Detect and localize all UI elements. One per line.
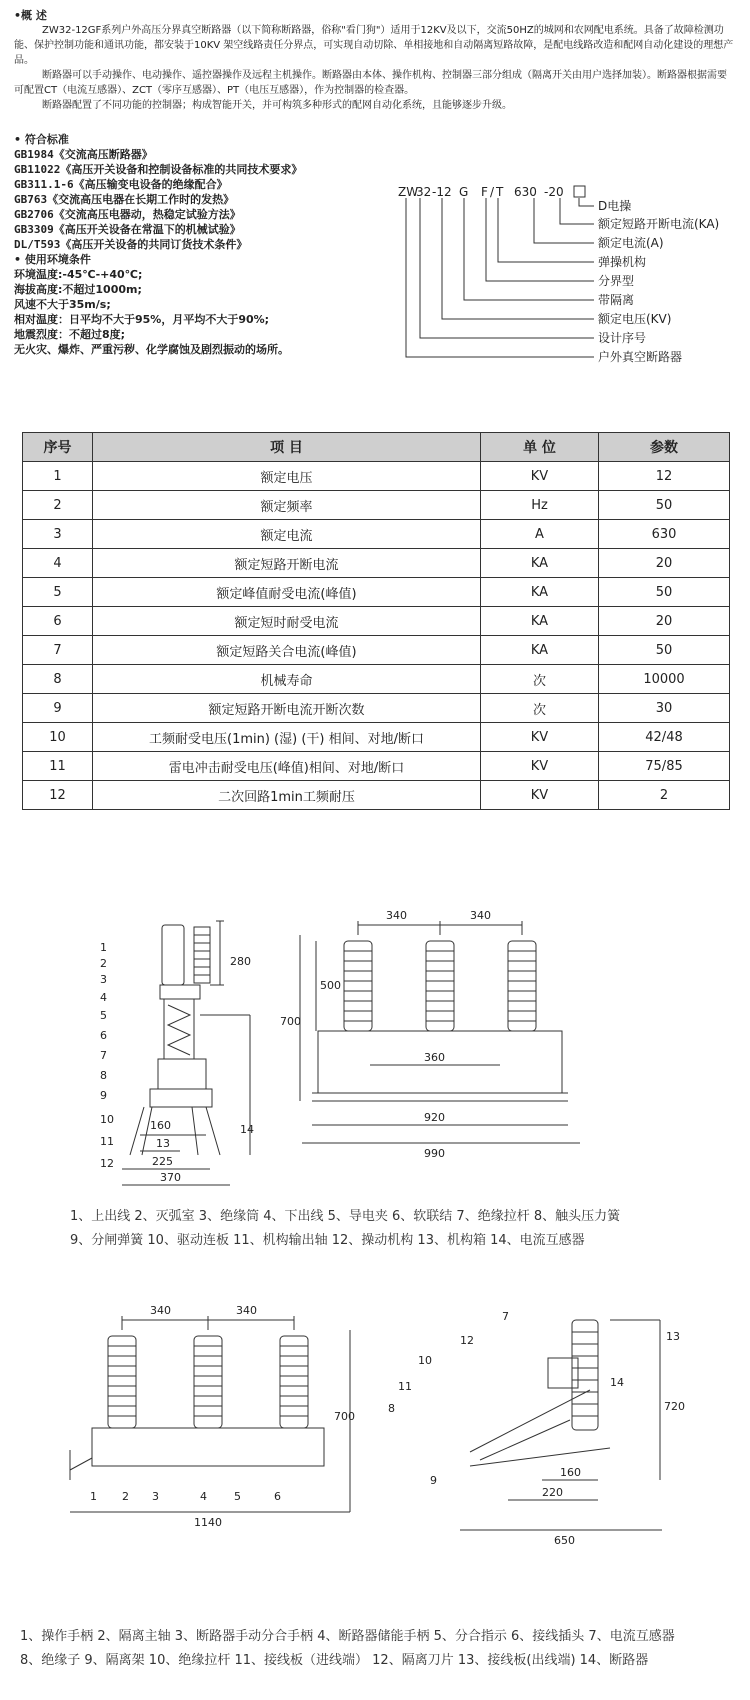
table-row: [23, 462, 730, 491]
overview-heading: •概 述: [14, 9, 47, 22]
table-cell: 10000: [599, 665, 730, 694]
model-part: /: [490, 185, 495, 199]
table-cell: 二次回路1min工频耐压: [93, 781, 481, 810]
table-cell: 额定短路关合电流(峰值): [93, 636, 481, 665]
overview-para-1: ZW32-12GF系列户外高压分界真空断路器（以下简称断路器，俗称"看门狗"）适用于12KV及以下，交流50HZ的城网和农网配电系统。具备了故障检测功能、保护控制功能和通讯功能，都安装于10KV 架空线路责任分界点，可实现自动切除、单相接地和自动隔离短路故障，是配电线路改造和配网自动化建设的理想产品。: [14, 25, 734, 66]
part-number: 3: [100, 973, 107, 986]
overview-para-2: 断路器可以手动操作、电动操作、遥控器操作及远程主机操作。断路器由本体、操作机构、控制器三部分组成（隔离开关由用户选择加装）。断路器根据需要可配置CT（电流互感器）、ZCT（零序互感器）、PT（电压互感器），作为控制器的检查器。: [14, 70, 727, 96]
dim-label: 700: [280, 1015, 301, 1028]
model-part: F: [481, 185, 488, 199]
part-number: 11: [100, 1135, 114, 1148]
table-cell: 6: [23, 607, 93, 636]
part-number: 5: [234, 1490, 241, 1503]
front-view-2-drawing: [70, 1316, 350, 1512]
dim-label: 370: [160, 1171, 181, 1184]
model-label: 额定电流(A): [598, 236, 664, 250]
standard-item: GB11022《高压开关设备和控制设备标准的共同技术要求》: [14, 163, 303, 176]
drawing-2-caption: [20, 1625, 740, 1673]
table-cell: 30: [599, 694, 730, 723]
part-number: 10: [100, 1113, 114, 1126]
env-item: 相对温度：日平均不大于95%，月平均不大于90%;: [14, 313, 270, 326]
table-cell: 雷电冲击耐受电压(峰值)相间、对地/断口: [93, 752, 481, 781]
table-cell: KA: [481, 607, 599, 636]
table-cell: 3: [23, 520, 93, 549]
table-cell: 9: [23, 694, 93, 723]
part-number: 3: [152, 1490, 159, 1503]
table-row: [23, 723, 730, 752]
header-item: 项 目: [93, 433, 481, 462]
table-cell: 50: [599, 636, 730, 665]
env-item: 风速不大于35m/s;: [14, 298, 111, 311]
model-part: T: [496, 185, 504, 199]
table-cell: Hz: [481, 491, 599, 520]
dim-label: 13: [156, 1137, 170, 1150]
dim-label: 14: [240, 1123, 254, 1136]
model-label: 额定电压(KV): [598, 312, 672, 326]
table-row: [23, 752, 730, 781]
model-code-diagram: [398, 184, 738, 399]
table-cell: KV: [481, 462, 599, 491]
table-cell: 20: [599, 549, 730, 578]
table-cell: 12: [23, 781, 93, 810]
table-row: [23, 578, 730, 607]
dim-label: 720: [664, 1400, 685, 1413]
model-part: G: [459, 185, 469, 199]
table-cell: 11: [23, 752, 93, 781]
model-label: 带隔离: [598, 293, 635, 307]
standard-item: GB2706《交流高压电器动，热稳定试验方法》: [14, 208, 241, 221]
table-cell: 额定短时耐受电流: [93, 607, 481, 636]
table-row: [23, 636, 730, 665]
env-item: 无火灾、爆炸、严重污秽、化学腐蚀及剧烈振动的场所。: [14, 343, 289, 356]
table-cell: KA: [481, 549, 599, 578]
dim-label: 700: [334, 1410, 355, 1423]
table-cell: 42/48: [599, 723, 730, 752]
table-row: [23, 520, 730, 549]
part-number: 8: [100, 1069, 107, 1082]
part-number: 6: [274, 1490, 281, 1503]
table-cell: 额定短路开断电流: [93, 549, 481, 578]
model-label: 额定短路开断电流(KA): [598, 217, 720, 231]
env-item: 海拔高度:不超过1000m;: [14, 283, 142, 296]
standard-item: GB1984《交流高压断路器》: [14, 148, 153, 161]
dim-label: 340: [386, 909, 407, 922]
table-cell: 20: [599, 607, 730, 636]
caption-line: 9、分闸弹簧 10、驱动连板 11、机构输出轴 12、操动机构 13、机构箱 14、电流互感器: [70, 1233, 585, 1248]
drawing-2: [50, 1300, 720, 1635]
table-cell: 12: [599, 462, 730, 491]
table-cell: 额定电压: [93, 462, 481, 491]
part-number: 12: [100, 1157, 114, 1170]
part-number: 5: [100, 1009, 107, 1022]
table-cell: 630: [599, 520, 730, 549]
part-number: 1: [90, 1490, 97, 1503]
table-cell: 2: [599, 781, 730, 810]
overview-section: [14, 8, 736, 113]
model-part: 630: [514, 185, 537, 199]
dim-label: 500: [320, 979, 341, 992]
part-number: 6: [100, 1029, 107, 1042]
dim-label: 220: [542, 1486, 563, 1499]
standard-item: DL/T593《高压开关设备的共同订货技术条件》: [14, 238, 248, 251]
table-cell: 额定频率: [93, 491, 481, 520]
part-number: 1: [100, 941, 107, 954]
table-cell: 7: [23, 636, 93, 665]
part-number: 8: [388, 1402, 395, 1415]
table-cell: KV: [481, 781, 599, 810]
table-cell: 1: [23, 462, 93, 491]
table-cell: 8: [23, 665, 93, 694]
table-cell: 4: [23, 549, 93, 578]
table-cell: 次: [481, 665, 599, 694]
model-part: ZW: [398, 185, 419, 199]
part-number: 13: [666, 1330, 680, 1343]
part-number: 2: [100, 957, 107, 970]
dim-label: 340: [470, 909, 491, 922]
dim-label: 1140: [194, 1516, 222, 1529]
header-index: 序号: [23, 433, 93, 462]
table-cell: KV: [481, 752, 599, 781]
model-label: 弹操机构: [598, 255, 647, 269]
dim-label: 160: [560, 1466, 581, 1479]
table-cell: A: [481, 520, 599, 549]
model-label: D电操: [598, 199, 632, 213]
model-part: -12: [432, 185, 452, 199]
dim-label: 650: [554, 1534, 575, 1547]
env-item: 地震烈度：不超过8度;: [14, 328, 126, 341]
standard-item: GB3309《高压开关设备在常温下的机械试验》: [14, 223, 241, 236]
overview-para-3: 断路器配置了不同功能的控制器；构成智能开关，并可构筑多种形式的配网自动化系统，且能够逐步升级。: [42, 100, 512, 111]
part-number: 9: [430, 1474, 437, 1487]
part-number: 7: [502, 1310, 509, 1323]
part-number: 2: [122, 1490, 129, 1503]
table-row: [23, 491, 730, 520]
standard-item: GB763《交流高压电器在长期工作时的发热》: [14, 193, 235, 206]
spec-table-header: [23, 433, 730, 462]
front-view-drawing: [300, 921, 580, 1143]
part-number: 10: [418, 1354, 432, 1367]
table-cell: 额定短路开断电流开断次数: [93, 694, 481, 723]
table-cell: 75/85: [599, 752, 730, 781]
table-cell: KA: [481, 578, 599, 607]
standards-section: [14, 132, 374, 357]
table-cell: KA: [481, 636, 599, 665]
table-cell: 机械寿命: [93, 665, 481, 694]
drawing-1-caption: [70, 1205, 720, 1253]
dim-label: 160: [150, 1119, 171, 1132]
table-cell: KV: [481, 723, 599, 752]
table-row: [23, 549, 730, 578]
caption-line: 8、绝缘子 9、隔离架 10、绝缘拉杆 11、接线板（进线端） 12、隔离刀片 13、接线板(出线端) 14、断路器: [20, 1653, 649, 1668]
part-number: 14: [610, 1376, 624, 1389]
table-cell: 额定电流: [93, 520, 481, 549]
standards-heading: • 符合标准: [14, 133, 69, 146]
table-cell: 10: [23, 723, 93, 752]
table-row: [23, 694, 730, 723]
dim-label: 360: [424, 1051, 445, 1064]
table-cell: 50: [599, 491, 730, 520]
spec-table: [22, 432, 730, 810]
model-label: 户外真空断路器: [598, 350, 683, 364]
table-cell: 次: [481, 694, 599, 723]
part-number: 4: [200, 1490, 207, 1503]
part-number: 11: [398, 1380, 412, 1393]
table-cell: 50: [599, 578, 730, 607]
table-cell: 额定峰值耐受电流(峰值): [93, 578, 481, 607]
model-part: -20: [544, 185, 564, 199]
table-row: [23, 781, 730, 810]
table-cell: 5: [23, 578, 93, 607]
dim-label: 340: [150, 1304, 171, 1317]
model-label: 分界型: [598, 274, 635, 288]
dim-label: 340: [236, 1304, 257, 1317]
table-cell: 工频耐受电压(1min) (湿) (干) 相间、对地/断口: [93, 723, 481, 752]
env-heading: • 使用环境条件: [14, 253, 91, 266]
model-label: 设计序号: [598, 331, 647, 345]
table-row: [23, 665, 730, 694]
header-value: 参数: [599, 433, 730, 462]
header-unit: 单 位: [481, 433, 599, 462]
dim-label: 920: [424, 1111, 445, 1124]
caption-line: 1、操作手柄 2、隔离主轴 3、断路器手动分合手柄 4、断路器储能手柄 5、分合指示 6、接线插头 7、电流互感器: [20, 1629, 675, 1644]
dim-label: 280: [230, 955, 251, 968]
part-number: 4: [100, 991, 107, 1004]
part-number: 12: [460, 1334, 474, 1347]
part-number: 9: [100, 1089, 107, 1102]
drawing-1: [80, 905, 700, 1195]
dim-label: 990: [424, 1147, 445, 1160]
env-item: 环境温度:-45℃-+40℃;: [14, 268, 143, 281]
standard-item: GB311.1-6《高压输变电设备的绝缘配合》: [14, 178, 228, 191]
table-cell: 2: [23, 491, 93, 520]
model-part: 32: [416, 185, 432, 199]
dim-label: 225: [152, 1155, 173, 1168]
caption-line: 1、上出线 2、灭弧室 3、绝缘筒 4、下出线 5、导电夹 6、软联结 7、绝缘拉杆 8、触头压力簧: [70, 1209, 621, 1224]
part-number: 7: [100, 1049, 107, 1062]
table-row: [23, 607, 730, 636]
